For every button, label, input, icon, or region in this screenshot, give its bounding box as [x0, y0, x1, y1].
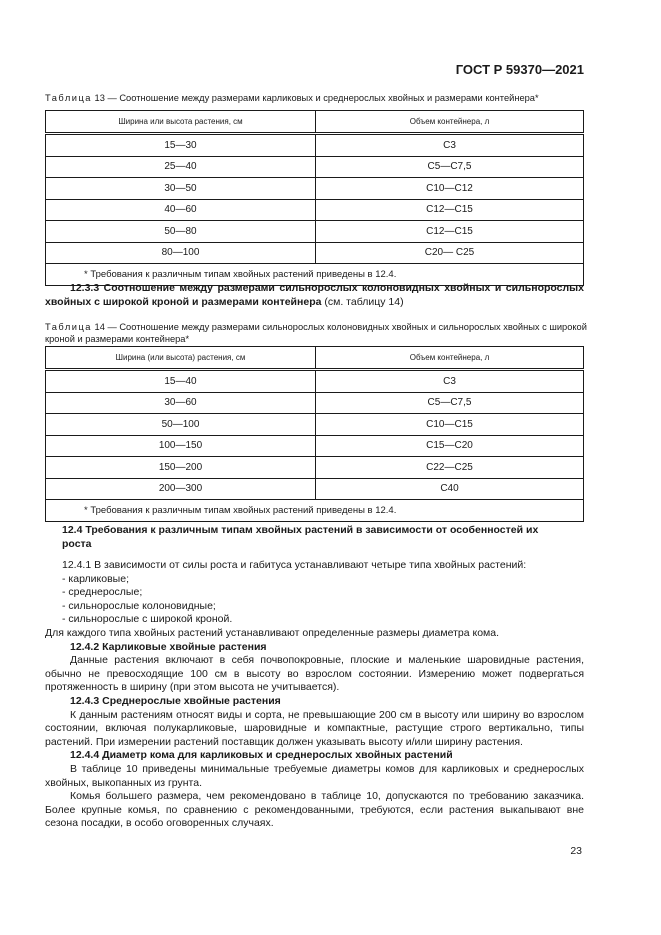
section-12-4-title: 12.4 Требования к различным типам хвойных растений в зависимости от особенностей их роста [62, 524, 539, 550]
page-number: 23 [570, 845, 582, 857]
table-row [46, 134, 584, 157]
table-cell: С22—С25 [316, 457, 584, 479]
table-cell: 80—100 [46, 242, 316, 264]
table-header-row [46, 347, 584, 370]
table-cell: 200—300 [46, 478, 316, 500]
table-cell: 25—40 [46, 156, 316, 178]
table-cell: 30—60 [46, 392, 316, 414]
document-standard-number: ГОСТ Р 59370—2021 [455, 62, 584, 77]
section-12-3-3 [45, 282, 584, 309]
table-cell: 100—150 [46, 435, 316, 457]
table-row [46, 221, 584, 243]
paragraph-12-4-1: 12.4.1 В зависимости от силы роста и габитуса устанавливают четыре типа хвойных растений: [62, 559, 527, 571]
table-row [46, 199, 584, 221]
table-cell: 150—200 [46, 457, 316, 479]
column-header: Объем контейнера, л [316, 347, 584, 370]
table-row [46, 156, 584, 178]
column-header: Объем контейнера, л [316, 111, 584, 134]
section-12-4-body [62, 559, 584, 627]
section-ref: (см. таблицу 14) [321, 295, 404, 308]
table-cell: С15—С20 [316, 435, 584, 457]
table-label: Таблица [45, 322, 92, 332]
list-item: - сильнорослые с широкой кроной. [62, 613, 233, 626]
table-row [46, 457, 584, 479]
section-12-4-3-text: К данным растениям относят виды и сорта, не превышающие 200 см в высоту или ширину во взрослом состоянии, включая полукарликовые, шаровидные и компактные, растущие строго вертикально, типы растений. При измерении растений поставщик должен указывать высоту и/или ширину растения. [45, 708, 584, 748]
table-row [46, 178, 584, 200]
table-cell: С10—С15 [316, 414, 584, 436]
table-cell: С5—С7,5 [316, 156, 584, 178]
section-12-4-2-title: 12.4.2 Карликовые хвойные растения [70, 640, 267, 653]
column-header: Ширина или высота растения, см [46, 111, 316, 134]
table-cell: С3 [316, 370, 584, 393]
table-row [46, 370, 584, 393]
table-13 [45, 110, 584, 286]
table-cell: С12—С15 [316, 221, 584, 243]
section-12-4-4-text-2: Комья большего размера, чем рекомендовано в таблице 10, допускаются по требованию заказчика. Более крупные комья, по сравнению с рекомендованными, требуются, если растения выкапывают вне сезона посадки, в особо оговоренных случаях. [45, 790, 584, 830]
table-cell: 15—40 [46, 370, 316, 393]
section-12-4-4-text-1: В таблице 10 приведены минимальные требуемые диаметры комов для карликовых и среднерослых хвойных, выкопанных из грунта. [45, 762, 584, 789]
table-row [46, 392, 584, 414]
table-14 [45, 346, 584, 522]
section-12-4-rest [45, 627, 584, 831]
table-cell: 40—60 [46, 199, 316, 221]
table-13-caption [45, 92, 590, 104]
table-row [46, 435, 584, 457]
table-caption-text: 13 — Соотношение между размерами карликовых и среднерослых хвойных и размерами контейнера* [91, 93, 539, 103]
list-item: - сильнорослые колоновидные; [62, 599, 216, 612]
table-cell: С40 [316, 478, 584, 500]
table-header-row [46, 111, 584, 134]
table-note-row [46, 500, 584, 522]
table-cell: С20— С25 [316, 242, 584, 264]
table-cell: С3 [316, 134, 584, 157]
section-12-4-3-title: 12.4.3 Среднерослые хвойные растения [70, 694, 281, 707]
table-row [46, 414, 584, 436]
table-note: * Требования к различным типам хвойных растений приведены в 12.4. [46, 264, 584, 286]
table-cell: С12—С15 [316, 199, 584, 221]
table-cell: С5—С7,5 [316, 392, 584, 414]
section-12-4-2-text: Данные растения включают в себя почвопокровные, плоские и маленькие шаровидные растения, обычно не превосходящие 100 см в высоту во взрослом состоянии. Измерению может подвергаться протяженность в ширину (при этом высота не учитывается). [45, 654, 584, 694]
table-14-caption [45, 321, 590, 345]
section-12-4-4-title: 12.4.4 Диаметр кома для карликовых и среднерослых хвойных растений [70, 749, 453, 762]
list-item: - среднерослые; [62, 586, 143, 599]
table-label: Таблица [45, 93, 92, 103]
table-caption-text: 14 — Соотношение между размерами сильнорослых колоновидных хвойных и сильнорослых хвойных с широкой кроной и размерами контейнера* [45, 322, 587, 344]
table-note: * Требования к различным типам хвойных растений приведены в 12.4. [46, 500, 584, 522]
table-row [46, 242, 584, 264]
column-header: Ширина (или высота) растения, см [46, 347, 316, 370]
table-cell: 50—80 [46, 221, 316, 243]
table-cell: С10—С12 [316, 178, 584, 200]
table-cell: 15—30 [46, 134, 316, 157]
table-cell: 30—50 [46, 178, 316, 200]
section-title: 12.3.3 Соотношение между размерами сильнорослых колоновидных хвойных и сильнорослых хвойных с широкой кроной и размерами контейнера [45, 282, 584, 308]
list-item: - карликовые; [62, 572, 129, 585]
paragraph-coma-sizes: Для каждого типа хвойных растений устанавливают определенные размеры диаметра кома. [45, 627, 500, 639]
table-cell: 50—100 [46, 414, 316, 436]
table-row [46, 478, 584, 500]
